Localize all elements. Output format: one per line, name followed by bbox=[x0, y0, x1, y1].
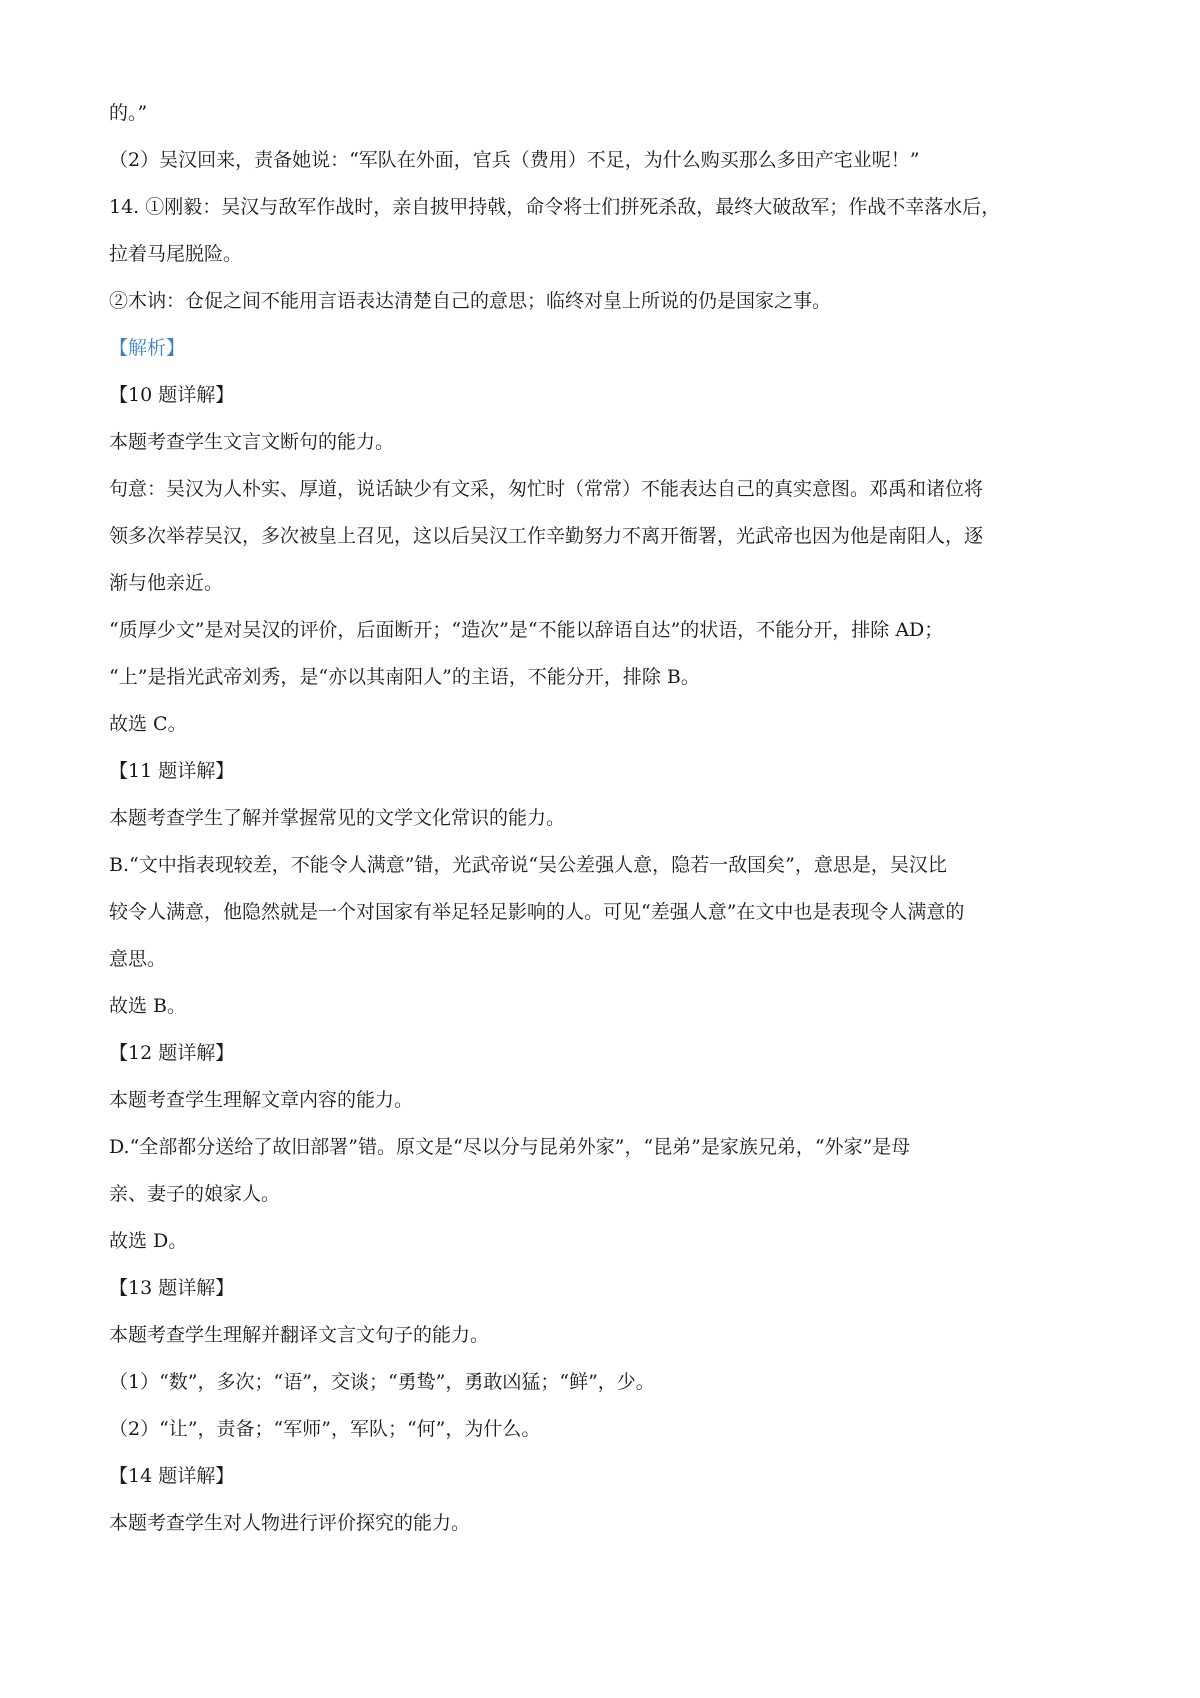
q10-body-2: 领多次举荐吴汉，多次被皇上召见，这以后吴汉工作辛勤努力不离开衙署，光武帝也因为他是南阳人，逐 bbox=[109, 525, 984, 547]
q11-body-2: 较令人满意，他隐然就是一个对国家有举足轻足影响的人。可见“差强人意”在文中也是表现令人满意的 bbox=[109, 901, 965, 923]
answer-line-13-continued: 的。” bbox=[109, 102, 148, 124]
q10-body-5: “上”是指光武帝刘秀，是“亦以其南阳人”的主语，不能分开，排除 B。 bbox=[109, 666, 700, 688]
q10-answer: 故选 C。 bbox=[109, 713, 187, 735]
q12-body-1: D.“全部都分送给了故旧部署”错。原文是“尽以分与昆弟外家”，“昆弟”是家族兄弟，“外家”是母 bbox=[109, 1136, 911, 1158]
q12-answer: 故选 D。 bbox=[109, 1230, 188, 1252]
q12-body-2: 亲、妻子的娘家人。 bbox=[109, 1183, 281, 1205]
q13-heading: 【13 题详解】 bbox=[109, 1277, 235, 1299]
q10-body-1: 句意：吴汉为人朴实、厚道，说话缺少有文采，匆忙时（常常）不能表达自己的真实意图。邓禹和诸位将 bbox=[109, 478, 984, 500]
q11-answer: 故选 B。 bbox=[109, 995, 187, 1017]
q10-body-3: 渐与他亲近。 bbox=[109, 572, 224, 594]
q11-body-3: 意思。 bbox=[109, 948, 167, 970]
q11-body-1: B.“文中指表现较差，不能令人满意”错，光武帝说“吴公差强人意，隐若一敌国矣”，意思是，吴汉比 bbox=[109, 854, 947, 876]
q11-heading: 【11 题详解】 bbox=[109, 760, 235, 782]
q12-intro: 本题考查学生理解文章内容的能力。 bbox=[109, 1089, 414, 1111]
q13-body-1: （1）“数”，多次；“语”，交谈；“勇鸷”，勇敢凶猛；“鲜”，少。 bbox=[109, 1371, 655, 1393]
answer-line-14-1a: 14. ①刚毅：吴汉与敌军作战时，亲自披甲持戟，命令将士们拼死杀敌，最终大破敌军；作战不幸落水后， bbox=[109, 196, 1001, 218]
analysis-heading: 【解析】 bbox=[109, 337, 186, 359]
answer-line-13-2: （2）吴汉回来，责备她说：“军队在外面，官兵（费用）不足，为什么购买那么多田产宅业呢！” bbox=[109, 149, 920, 171]
q10-heading: 【10 题详解】 bbox=[109, 384, 235, 406]
q13-body-2: （2）“让”，责备；“军师”，军队；“何”，为什么。 bbox=[109, 1418, 541, 1440]
q10-intro: 本题考查学生文言文断句的能力。 bbox=[109, 431, 395, 453]
answer-line-14-1b: 拉着马尾脱险。 bbox=[109, 243, 243, 265]
q12-heading: 【12 题详解】 bbox=[109, 1042, 235, 1064]
q14-heading: 【14 题详解】 bbox=[109, 1465, 235, 1487]
q11-intro: 本题考查学生了解并掌握常见的文学文化常识的能力。 bbox=[109, 807, 566, 829]
q14-intro: 本题考查学生对人物进行评价探究的能力。 bbox=[109, 1512, 471, 1534]
q10-body-4: “质厚少文”是对吴汉的评价，后面断开；“造次”是“不能以辞语自达”的状语，不能分开，排除 AD； bbox=[109, 619, 944, 641]
answer-line-14-2: ②木讷：仓促之间不能用言语表达清楚自己的意思；临终对皇上所说的仍是国家之事。 bbox=[109, 290, 832, 312]
q13-intro: 本题考查学生理解并翻译文言文句子的能力。 bbox=[109, 1324, 490, 1346]
document-page bbox=[109, 90, 1099, 1547]
